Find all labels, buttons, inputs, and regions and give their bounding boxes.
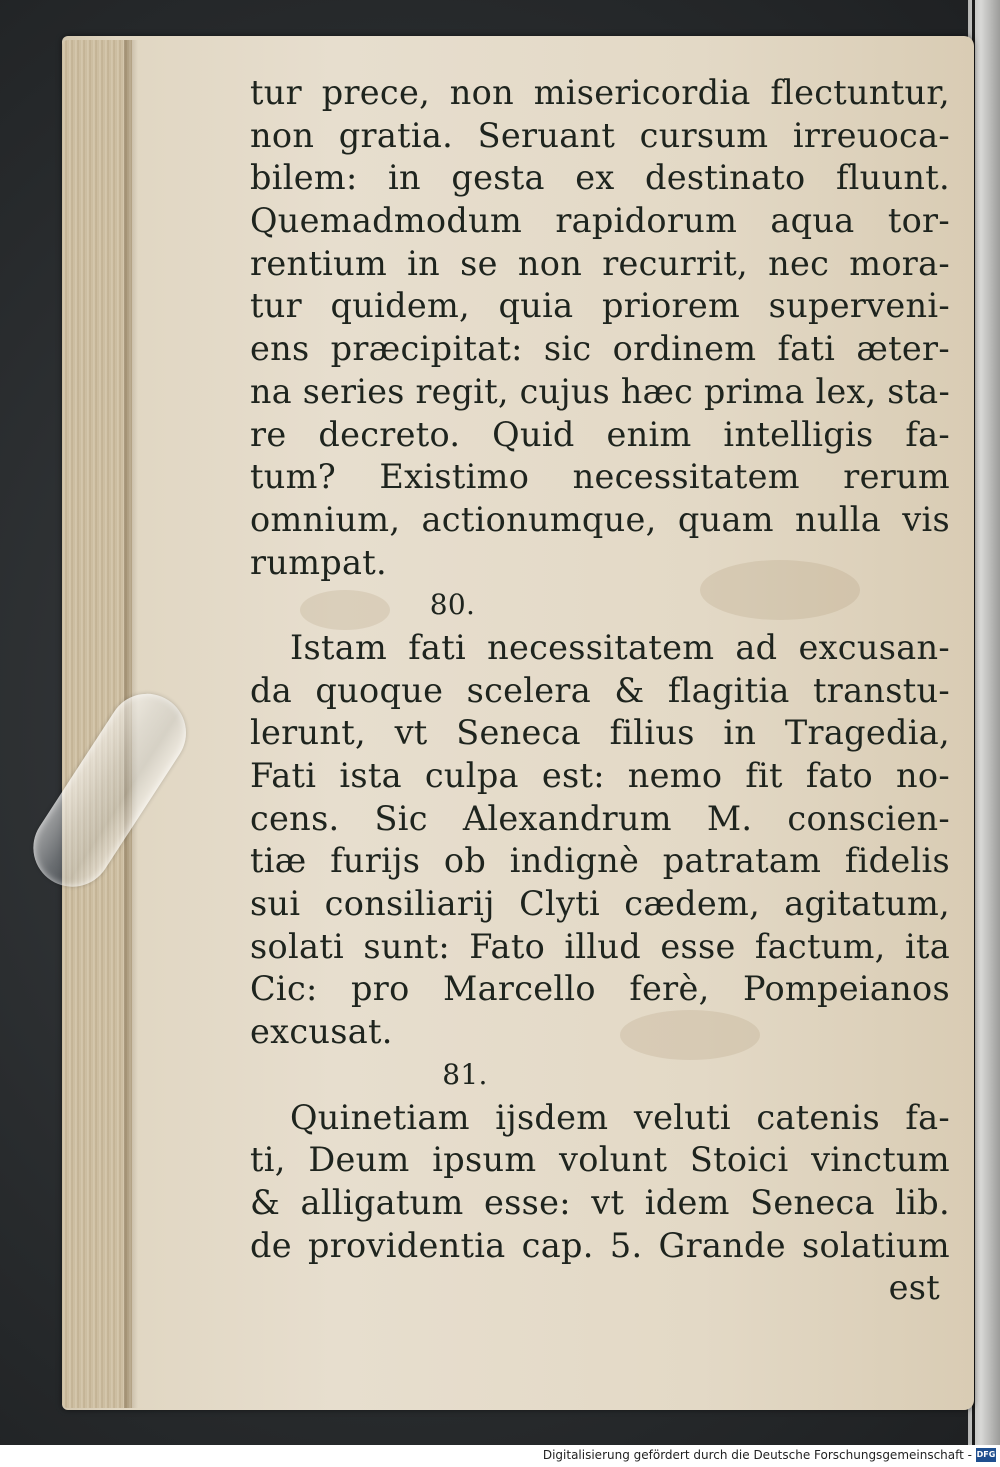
text-line: re decreto. Quid enim intelligis fa-: [250, 414, 950, 454]
text-line: solati sunt: Fato illud esse factum, ita: [250, 926, 950, 966]
dfg-logo: DFG: [976, 1448, 996, 1462]
text-line: Fati ista culpa est: nemo fit fato no-: [250, 756, 950, 795]
text-line: bilem: in gesta ex destinato fluunt.: [250, 158, 950, 198]
text-line: Istam fati necessitatem ad excusan-: [290, 627, 950, 667]
text-line: sui consiliarij Clyti cædem, agitatum,: [250, 884, 950, 924]
text-line: excusat.: [250, 1012, 393, 1052]
text-line: & alligatum esse: vt idem Seneca lib.: [250, 1182, 950, 1222]
text-line: tiæ furijs ob indignè patratam fidelis: [250, 841, 950, 881]
text-line: ens præcipitat: sic ordinem fati æter-: [250, 329, 950, 369]
text-line: tur prece, non misericordia flectuntur,: [250, 73, 950, 112]
text-line: Cic: pro Marcello ferè, Pompeianos: [250, 969, 950, 1009]
text-line: rumpat.: [250, 542, 387, 582]
page-text: [250, 72, 950, 1310]
text-line: tum? Existimo necessitatem rerum: [250, 457, 950, 497]
text-line: omnium, actionumque, quam nulla vis: [250, 499, 950, 539]
text-line: na series regit, cujus hæc prima lex, sta-: [250, 371, 950, 411]
text-line: non gratia. Seruant cursum irreuoca-: [250, 115, 950, 155]
section-number: 81.: [442, 1057, 488, 1091]
text-line: rentium in se non recurrit, nec mora-: [250, 243, 950, 283]
section-number: 80.: [429, 588, 476, 622]
text-line: tur quidem, quia priorem superveni-: [250, 286, 950, 326]
funding-credit: Digitalisierung gefördert durch die Deutsche Forschungsgemeinschaft -: [542, 1448, 972, 1462]
text-line: Quinetiam ijsdem veluti catenis fa-: [290, 1097, 950, 1137]
text-line: da quoque scelera & flagitia transtu-: [250, 670, 950, 710]
text-line: Quemadmodum rapidorum aqua tor-: [250, 201, 950, 241]
text-line: ti, Deum ipsum volunt Stoici vinctum: [250, 1140, 950, 1180]
text-line: cens. Sic Alexandrum M. conscien-: [250, 798, 950, 838]
catchword: est: [888, 1268, 940, 1308]
text-line: lerunt, vt Seneca filius in Tragedia,: [250, 713, 950, 753]
text-line: de providentia cap. 5. Grande solatium: [250, 1225, 950, 1265]
footer-bar: [0, 1445, 1000, 1467]
